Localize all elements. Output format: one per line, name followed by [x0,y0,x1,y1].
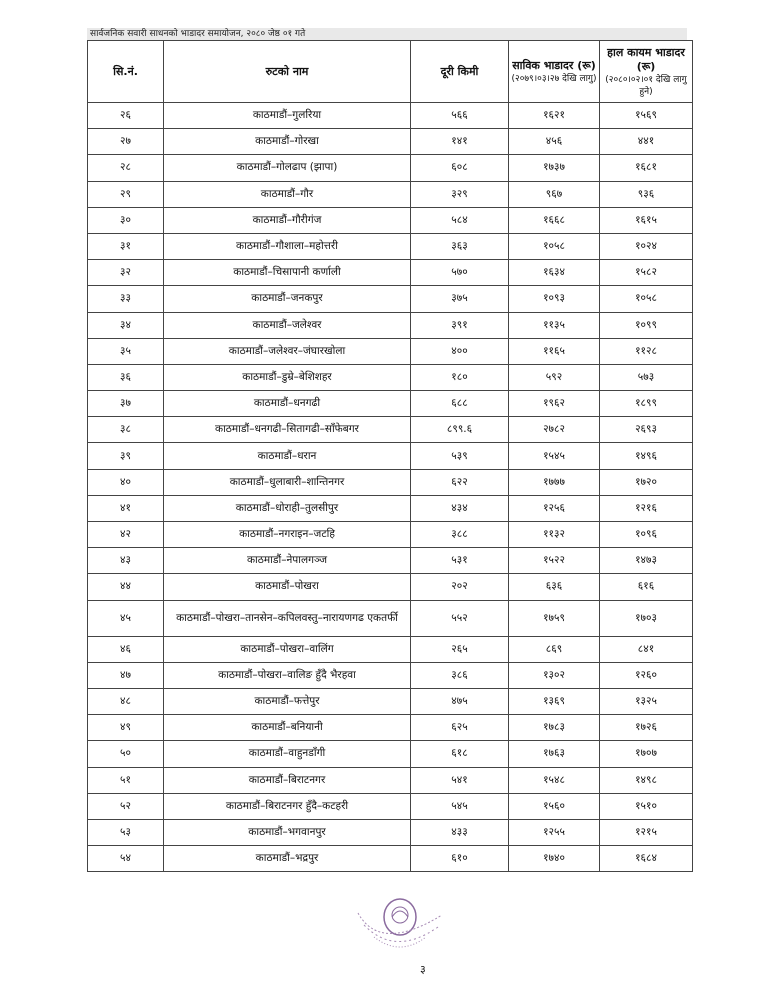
cell-distance: ५३१ [411,548,509,574]
cell-sn: ३२ [88,260,164,286]
cell-sn: ४१ [88,495,164,521]
table-row [88,338,693,364]
table-row [88,312,693,338]
cell-sn: ५४ [88,846,164,872]
table-row [88,574,693,600]
cell-old-fare: १५६० [509,793,600,819]
cell-distance: ३२९ [411,181,509,207]
table-row [88,495,693,521]
cell-old-fare: १५४५ [509,443,600,469]
cell-distance: ४०० [411,338,509,364]
cell-old-fare: ११३५ [509,312,600,338]
fare-table [87,40,693,872]
table-row [88,443,693,469]
cell-old-fare: १६२१ [509,103,600,129]
cell-distance: ४३३ [411,819,509,845]
cell-route: काठमाडौं–बिराटनगर [164,767,411,793]
cell-distance: ५७० [411,260,509,286]
cell-new-fare: ८४१ [600,636,693,662]
cell-distance: ६१० [411,846,509,872]
cell-sn: ३४ [88,312,164,338]
cell-old-fare: १२५५ [509,819,600,845]
cell-sn: ४९ [88,715,164,741]
cell-new-fare: १६१५ [600,207,693,233]
cell-route: काठमाडौं–गौरीगंज [164,207,411,233]
cell-new-fare: १०९६ [600,522,693,548]
table-row [88,469,693,495]
cell-sn: ४८ [88,688,164,714]
table-row [88,662,693,688]
table-row [88,819,693,845]
cell-route: काठमाडौं–जलेश्वर–जंघारखोला [164,338,411,364]
cell-old-fare: १५४८ [509,767,600,793]
cell-route: काठमाडौं–डुम्रे–बेशिशहर [164,364,411,390]
government-seal-icon [350,895,450,957]
page-number: ३ [420,963,426,976]
cell-route: काठमाडौं–गौर [164,181,411,207]
table-row [88,129,693,155]
cell-sn: २८ [88,155,164,181]
cell-route: काठमाडौं–जनकपुर [164,286,411,312]
cell-sn: ४६ [88,636,164,662]
cell-old-fare: १६६८ [509,207,600,233]
cell-sn: ३६ [88,364,164,390]
cell-distance: ६२५ [411,715,509,741]
cell-sn: ४५ [88,600,164,636]
table-row [88,767,693,793]
table-row [88,233,693,259]
cell-route: काठमाडौं–चिसापानी कर्णाली [164,260,411,286]
cell-new-fare: १५१० [600,793,693,819]
cell-old-fare: २७८२ [509,417,600,443]
cell-old-fare: ६३६ [509,574,600,600]
cell-sn: ३१ [88,233,164,259]
cell-new-fare: १४९८ [600,767,693,793]
cell-sn: ५२ [88,793,164,819]
table-row [88,548,693,574]
table-row [88,391,693,417]
cell-route: काठमाडौं–बिराटनगर हुँदै–कटहरी [164,793,411,819]
cell-distance: ३६३ [411,233,509,259]
cell-route: काठमाडौं–पोखरा [164,574,411,600]
table-row [88,600,693,636]
cell-new-fare: १७२६ [600,715,693,741]
cell-old-fare: १७८३ [509,715,600,741]
cell-distance: ३९१ [411,312,509,338]
table-row [88,207,693,233]
table-header-row [88,41,693,103]
cell-distance: ५३९ [411,443,509,469]
cell-sn: ३० [88,207,164,233]
table-row [88,846,693,872]
cell-new-fare: १८९९ [600,391,693,417]
cell-new-fare: १७२० [600,469,693,495]
cell-old-fare: १७६३ [509,741,600,767]
cell-route: काठमाडौं–बनियानी [164,715,411,741]
header-route: रुटको नाम [164,41,411,103]
table-row [88,260,693,286]
table-row [88,417,693,443]
cell-old-fare: १७५९ [509,600,600,636]
fare-table-body [88,103,693,872]
cell-distance: ५४१ [411,767,509,793]
cell-old-fare: १२५६ [509,495,600,521]
cell-route: काठमाडौं–नेपालगञ्ज [164,548,411,574]
cell-old-fare: ५९२ [509,364,600,390]
cell-old-fare: १६३४ [509,260,600,286]
cell-route: काठमाडौं–धनगढी [164,391,411,417]
cell-new-fare: १४७३ [600,548,693,574]
cell-route: काठमाडौं–धनगढी–सितागढी–साँफेबगर [164,417,411,443]
cell-new-fare: ९३६ [600,181,693,207]
cell-distance: ६२२ [411,469,509,495]
cell-route: काठमाडौं–भगवानपुर [164,819,411,845]
cell-distance: ३७५ [411,286,509,312]
cell-route: काठमाडौं–धुलाबारी–शान्तिनगर [164,469,411,495]
header-new-fare [600,41,693,103]
cell-distance: ३८८ [411,522,509,548]
cell-route: काठमाडौं–नगराइन–जटहि [164,522,411,548]
cell-sn: ५३ [88,819,164,845]
cell-sn: ४० [88,469,164,495]
cell-route: काठमाडौं–धोराही–तुलसीपुर [164,495,411,521]
cell-sn: ४३ [88,548,164,574]
cell-old-fare: १९६२ [509,391,600,417]
cell-old-fare: १३०२ [509,662,600,688]
cell-distance: २०२ [411,574,509,600]
cell-distance: १४१ [411,129,509,155]
cell-route: काठमाडौं–गौशाला–महोत्तरी [164,233,411,259]
cell-distance: ५८४ [411,207,509,233]
cell-new-fare: १६८१ [600,155,693,181]
cell-new-fare: १४९६ [600,443,693,469]
cell-route: काठमाडौं–वाहुनडाँगी [164,741,411,767]
cell-route: काठमाडौं–गोरखा [164,129,411,155]
cell-new-fare: ६१६ [600,574,693,600]
table-row [88,688,693,714]
header-old-fare-note: (२०७९।०३।२७ देखि लागु) [511,73,597,84]
cell-sn: ३३ [88,286,164,312]
cell-sn: २९ [88,181,164,207]
cell-route: काठमाडौं–भद्रपुर [164,846,411,872]
cell-new-fare: १७०३ [600,600,693,636]
cell-route: काठमाडौं–पोखरा–वालिंग [164,636,411,662]
header-sn: सि.नं. [88,41,164,103]
cell-route: काठमाडौं–गोलढाप (झापा) [164,155,411,181]
cell-old-fare: ८६९ [509,636,600,662]
cell-distance: ५४५ [411,793,509,819]
cell-route: काठमाडौं–फत्तेपुर [164,688,411,714]
cell-sn: ३८ [88,417,164,443]
cell-new-fare: १०२४ [600,233,693,259]
header-new-fare-note: (२०८०।०२।०१ देखि लागु हुने) [605,74,687,97]
cell-sn: ४४ [88,574,164,600]
header-new-fare-label: हाल कायम भाडादर (रू) [607,45,685,73]
table-row [88,155,693,181]
cell-distance: ८९९.६ [411,417,509,443]
cell-sn: ५० [88,741,164,767]
cell-distance: ४७५ [411,688,509,714]
cell-distance: ३८६ [411,662,509,688]
cell-new-fare: १५६९ [600,103,693,129]
cell-sn: ३९ [88,443,164,469]
cell-old-fare: १५२२ [509,548,600,574]
header-old-fare [509,41,600,103]
cell-distance: ६०८ [411,155,509,181]
cell-sn: ५१ [88,767,164,793]
cell-old-fare: १०९३ [509,286,600,312]
cell-sn: २६ [88,103,164,129]
cell-distance: ५५२ [411,600,509,636]
cell-sn: ३७ [88,391,164,417]
cell-sn: ४२ [88,522,164,548]
cell-distance: ६८८ [411,391,509,417]
header-old-fare-label: साविक भाडादर (रू) [512,58,596,72]
table-row [88,636,693,662]
cell-distance: ४३४ [411,495,509,521]
cell-old-fare: १७४० [509,846,600,872]
cell-new-fare: १७०७ [600,741,693,767]
cell-old-fare: ९६७ [509,181,600,207]
cell-new-fare: ४४१ [600,129,693,155]
cell-new-fare: २६९३ [600,417,693,443]
cell-route: काठमाडौं–गुलरिया [164,103,411,129]
cell-new-fare: १०९९ [600,312,693,338]
cell-old-fare: १७७७ [509,469,600,495]
cell-route: काठमाडौं–पोखरा–तानसेन–कपिलवस्तु–नारायणगढ एकतर्फी [164,600,411,636]
cell-sn: ३५ [88,338,164,364]
cell-old-fare: १३६९ [509,688,600,714]
table-row [88,103,693,129]
cell-new-fare: १२१६ [600,495,693,521]
table-row [88,741,693,767]
cell-new-fare: १२१५ [600,819,693,845]
cell-distance: ५६६ [411,103,509,129]
header-distance: दूरी किमी [411,41,509,103]
cell-old-fare: १७३७ [509,155,600,181]
cell-new-fare: १०५८ [600,286,693,312]
cell-distance: ६१८ [411,741,509,767]
cell-old-fare: १०५८ [509,233,600,259]
cell-sn: २७ [88,129,164,155]
cell-old-fare: ११३२ [509,522,600,548]
cell-sn: ४७ [88,662,164,688]
cell-new-fare: १६८४ [600,846,693,872]
cell-new-fare: १२६० [600,662,693,688]
cell-new-fare: ५७३ [600,364,693,390]
cell-route: काठमाडौं–धरान [164,443,411,469]
cell-new-fare: ११२८ [600,338,693,364]
page-header-title: सार्वजनिक सवारी साधनको भाडादर समायोजन, २०८० जेष्ठ ०१ गते [90,29,306,39]
table-row [88,522,693,548]
cell-new-fare: १३२५ [600,688,693,714]
cell-route: काठमाडौं–पोखरा–वालिङ हुँदै भैरहवा [164,662,411,688]
table-row [88,793,693,819]
table-row [88,364,693,390]
cell-distance: २६५ [411,636,509,662]
cell-old-fare: ४५६ [509,129,600,155]
cell-route: काठमाडौं–जलेश्वर [164,312,411,338]
table-row [88,181,693,207]
cell-distance: १८० [411,364,509,390]
cell-old-fare: ११६५ [509,338,600,364]
cell-new-fare: १५८२ [600,260,693,286]
table-row [88,286,693,312]
table-row [88,715,693,741]
